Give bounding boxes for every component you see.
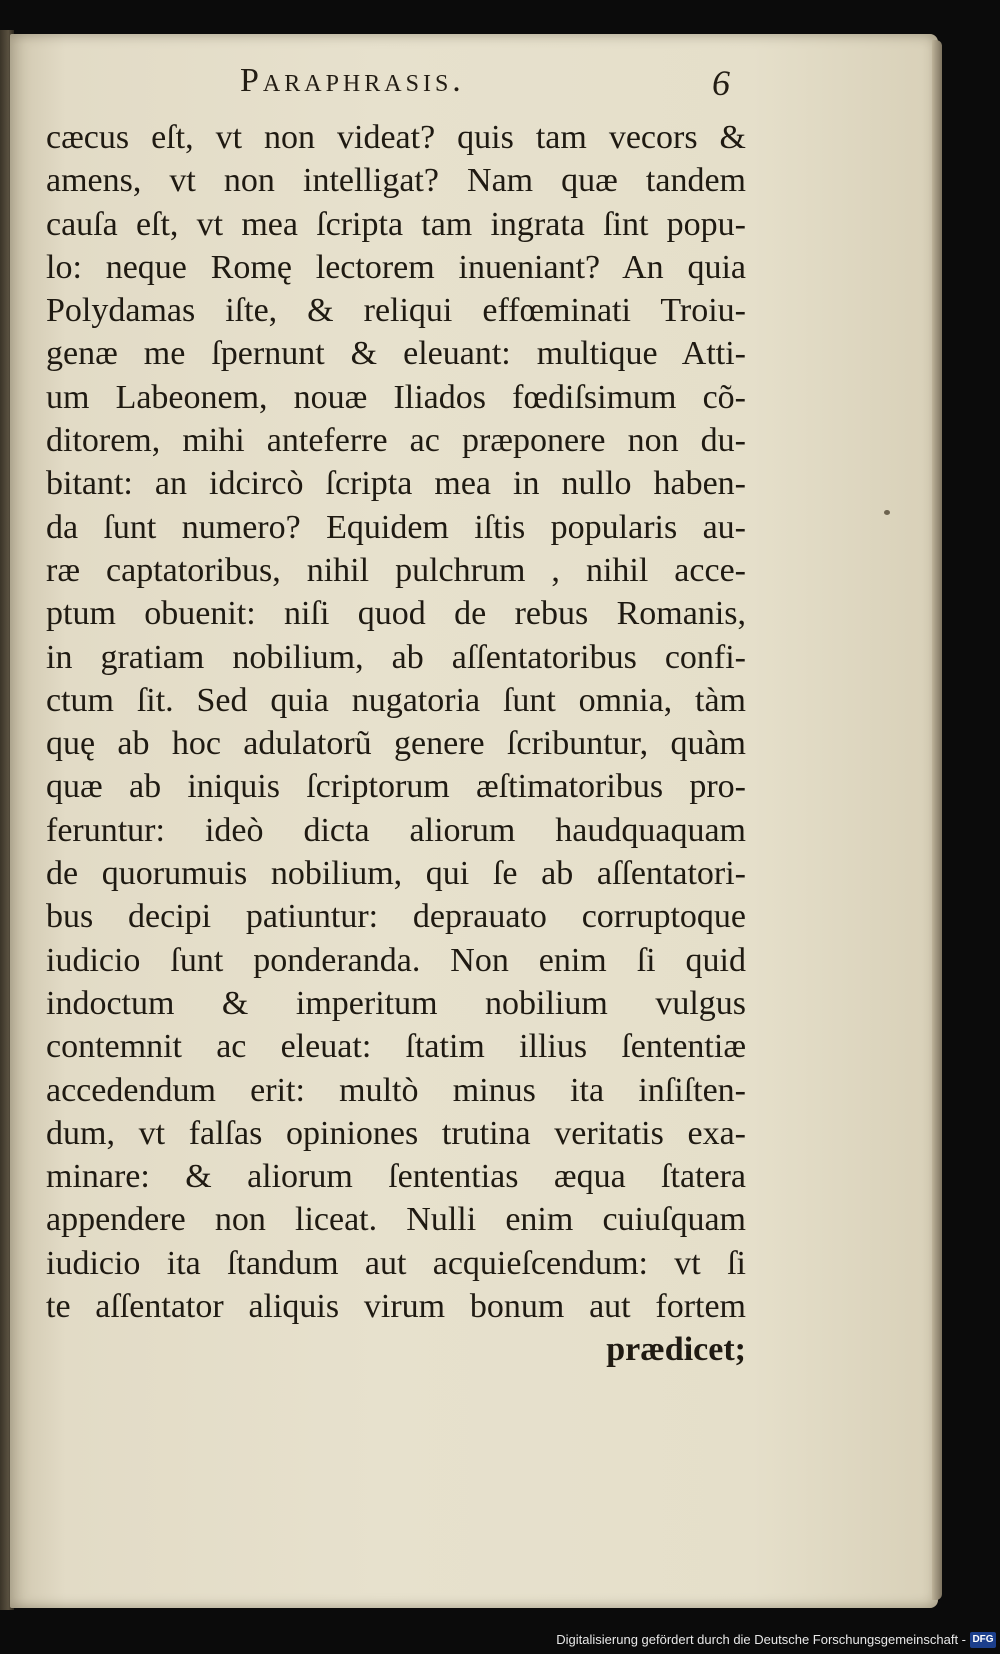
text-line: iudicio ita ſtandum aut acquieſcendum: vt ſi xyxy=(46,1244,746,1282)
page-number: 6 xyxy=(712,63,730,103)
text-line: lo: neque Romę lectorem inueniant? An quia xyxy=(46,248,746,286)
text-line: genæ me ſpernunt & eleuant: multique Atti- xyxy=(46,335,746,373)
text-line: de quorumuis nobilium, qui ſe ab aſſentatori- xyxy=(46,855,746,893)
text-line: bus decipi patiuntur: deprauato corruptoque xyxy=(46,898,746,936)
text-line: um Labeonem, nouæ Iliados fœdiſsimum cõ- xyxy=(46,378,746,416)
text-line: ditorem, mihi anteferre ac præponere non du- xyxy=(46,422,746,460)
text-line: feruntur: ideò dicta aliorum haudquaquam xyxy=(46,811,746,849)
text-line: dum, vt falſas opiniones trutina veritatis exa- xyxy=(46,1114,746,1152)
text-line: cauſa eſt, vt mea ſcripta tam ingrata ſint popu- xyxy=(46,205,746,243)
text-line: da ſunt numero? Equidem iſtis popularis au- xyxy=(46,508,746,546)
catchword: prædicet; xyxy=(606,1331,746,1369)
page-fore-edge xyxy=(932,40,942,1600)
text-line: quæ ab iniquis ſcriptorum æſtimatoribus pro- xyxy=(46,768,746,806)
text-line: appendere non liceat. Nulli enim cuiuſquam xyxy=(46,1201,746,1239)
running-head: Paraphrasis. xyxy=(240,62,465,99)
text-line: bitant: an idcircò ſcripta mea in nullo haben- xyxy=(46,465,746,503)
text-line: ctum ſit. Sed quia nugatoria ſunt omnia, tàm xyxy=(46,681,746,719)
text-line: te aſſentator aliquis virum bonum aut fortem xyxy=(46,1288,746,1326)
text-line: ptum obuenit: niſi quod de rebus Romanis, xyxy=(46,595,746,633)
text-line: iudicio ſunt ponderanda. Non enim ſi quid xyxy=(46,941,746,979)
text-line: Polydamas iſte, & reliqui effœminati Troiu- xyxy=(46,292,746,330)
text-line: in gratiam nobilium, ab aſſentatoribus confi- xyxy=(46,638,746,676)
text-line: ræ captatoribus, nihil pulchrum , nihil acce- xyxy=(46,551,746,589)
funding-credit: Digitalisierung gefördert durch die Deutsche Forschungsgemeinschaft - xyxy=(556,1632,966,1647)
text-line: minare: & aliorum ſententias æqua ſtatera xyxy=(46,1158,746,1196)
text-line: accedendum erit: multò minus ita inſiſten- xyxy=(46,1071,746,1109)
text-line: contemnit ac eleuat: ſtatim illius ſententiæ xyxy=(46,1028,746,1066)
dfg-logo: DFG xyxy=(970,1632,996,1648)
text-line: amens, vt non intelligat? Nam quæ tandem xyxy=(46,162,746,200)
text-line: indoctum & imperitum nobilium vulgus xyxy=(46,984,746,1022)
paper-speck xyxy=(884,510,890,515)
text-line: cæcus eſt, vt non videat? quis tam vecors & xyxy=(46,119,746,156)
text-block xyxy=(46,116,746,1372)
text-line: quę ab hoc adulatorũ genere ſcribuntur, quàm xyxy=(46,725,746,763)
